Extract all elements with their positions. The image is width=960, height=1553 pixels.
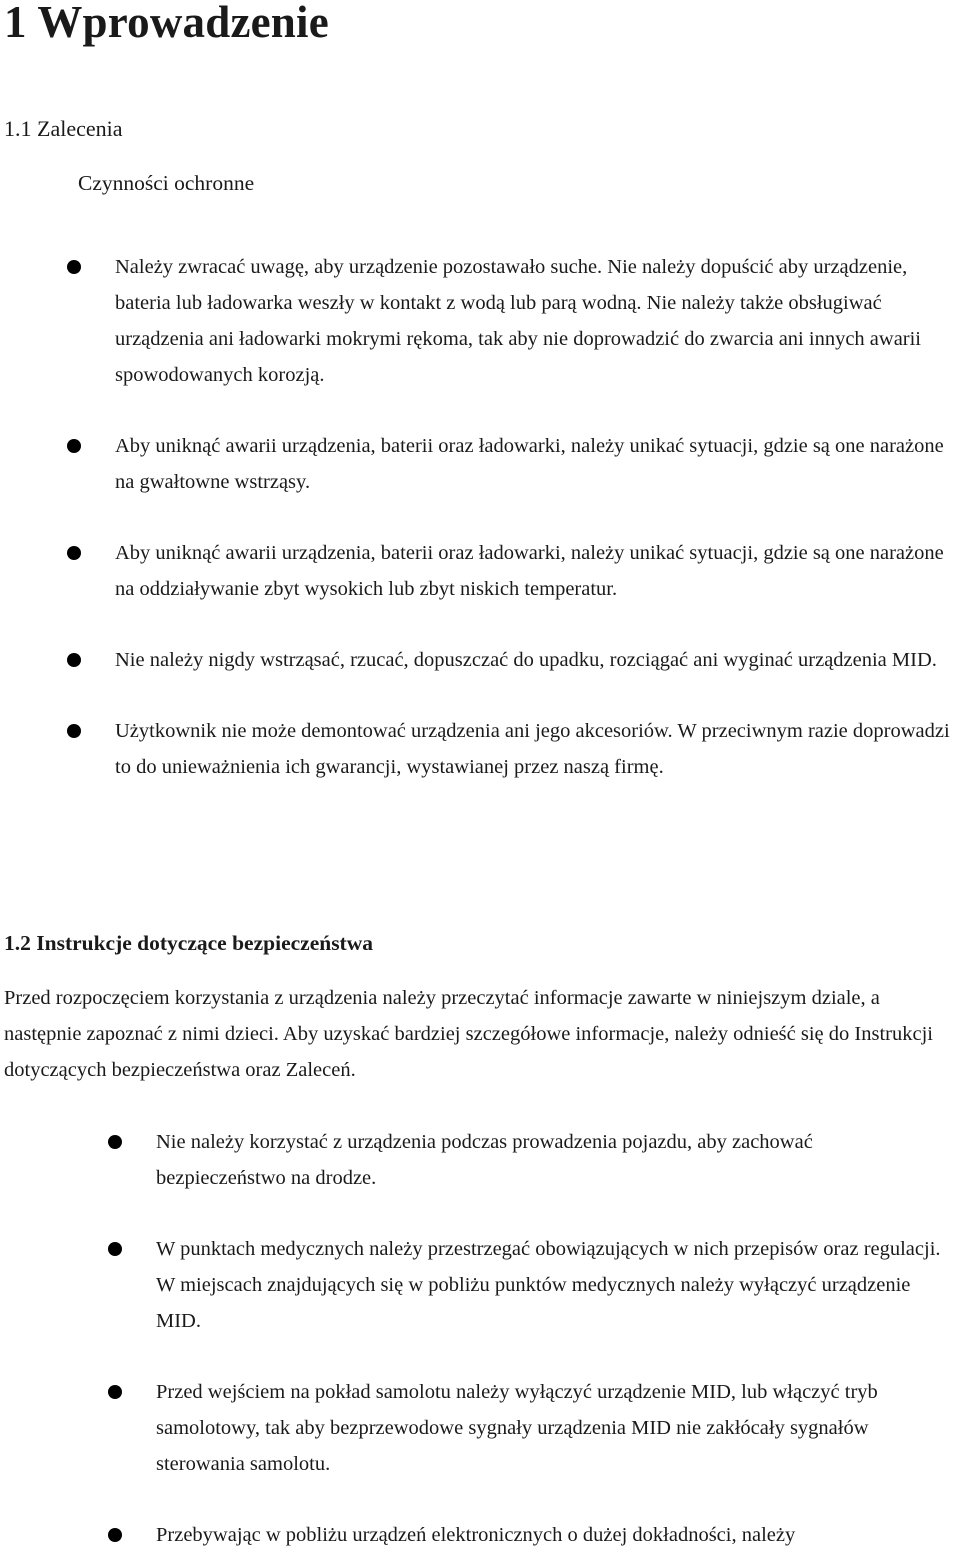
list-item — [156, 1374, 946, 1482]
chapter-heading: 1 Wprowadzenie — [4, 0, 329, 47]
section-number: 1.1 — [4, 116, 32, 141]
bullet-icon — [67, 260, 81, 274]
list-item-text: Aby uniknąć awarii urządzenia, baterii oraz ładowarki, należy unikać sytuacji, gdzie są one narażone na gwałtowne wstrząsy. — [115, 435, 944, 493]
section-number: 1.2 — [4, 931, 31, 955]
bullet-icon — [108, 1385, 122, 1399]
intro-paragraph: Przed rozpoczęciem korzystania z urządzenia należy przeczytać informacje zawarte w niniejszym dziale, a następnie zapoznać z nimi dzieci. Aby uzyskać bardziej szczegółowe informacje, należy odnieść się do Instrukcji dotyczących bezpieczeństwa oraz Zaleceń. — [4, 987, 933, 1081]
section-title: Instrukcje dotyczące bezpieczeństwa — [36, 931, 373, 955]
recommendations-list — [115, 249, 960, 785]
list-item-text: Nie należy korzystać z urządzenia podczas prowadzenia pojazdu, aby zachować bezpieczeństwo na drodze. — [156, 1131, 813, 1189]
list-item — [156, 1231, 946, 1339]
list-item-text: Aby uniknąć awarii urządzenia, baterii oraz ładowarki, należy unikać sytuacji, gdzie są one narażone na oddziaływanie zbyt wysokich lub zbyt niskich temperatur. — [115, 542, 944, 600]
list-item — [115, 428, 960, 500]
list-item — [115, 249, 960, 393]
list-item-text: Przed wejściem na pokład samolotu należy wyłączyć urządzenie MID, lub włączyć tryb samolotowy, tak aby bezprzewodowe sygnały urządzenia MID nie zakłócały sygnałów sterowania samolotu. — [156, 1381, 878, 1475]
section-title: Zalecenia — [37, 116, 123, 141]
subsection-title: Czynności ochronne — [78, 171, 255, 195]
list-item — [156, 1517, 946, 1553]
list-item — [156, 1124, 946, 1196]
section-heading-1-1 — [4, 114, 123, 144]
safety-list — [156, 1124, 946, 1553]
list-item-text: Użytkownik nie może demontować urządzenia ani jego akcesoriów. W przeciwnym razie doprowadzi to do unieważnienia ich gwarancji, wystawianej przez naszą firmę. — [115, 720, 950, 778]
list-item — [115, 642, 960, 678]
bullet-icon — [67, 653, 81, 667]
bullet-icon — [108, 1528, 122, 1542]
section-heading-1-2 — [4, 928, 373, 958]
bullet-icon — [67, 546, 81, 560]
list-item-text: Przebywając w pobliżu urządzeń elektronicznych o dużej dokładności, należy — [156, 1524, 796, 1546]
bullet-icon — [108, 1242, 122, 1256]
list-item-text: Nie należy nigdy wstrząsać, rzucać, dopuszczać do upadku, rozciągać ani wyginać urządzenia MID. — [115, 649, 937, 671]
list-item-text: Należy zwracać uwagę, aby urządzenie pozostawało suche. Nie należy dopuścić aby urządzenie, bateria lub ładowarka weszły w kontakt z wodą lub parą wodną. Nie należy także obsługiwać urządzenia ani ładowarki mokrymi rękoma, tak aby nie doprowadzić do zwarcia ani innych awarii spowodowanych korozją. — [115, 256, 922, 386]
list-item — [115, 713, 960, 785]
bullet-icon — [67, 724, 81, 738]
list-item — [115, 535, 960, 607]
bullet-icon — [108, 1135, 122, 1149]
bullet-icon — [67, 439, 81, 453]
list-item-text: W punktach medycznych należy przestrzegać obowiązujących w nich przepisów oraz regulacji. W miejscach znajdujących się w pobliżu punktów medycznych należy wyłączyć urządzenie MID. — [156, 1238, 941, 1332]
